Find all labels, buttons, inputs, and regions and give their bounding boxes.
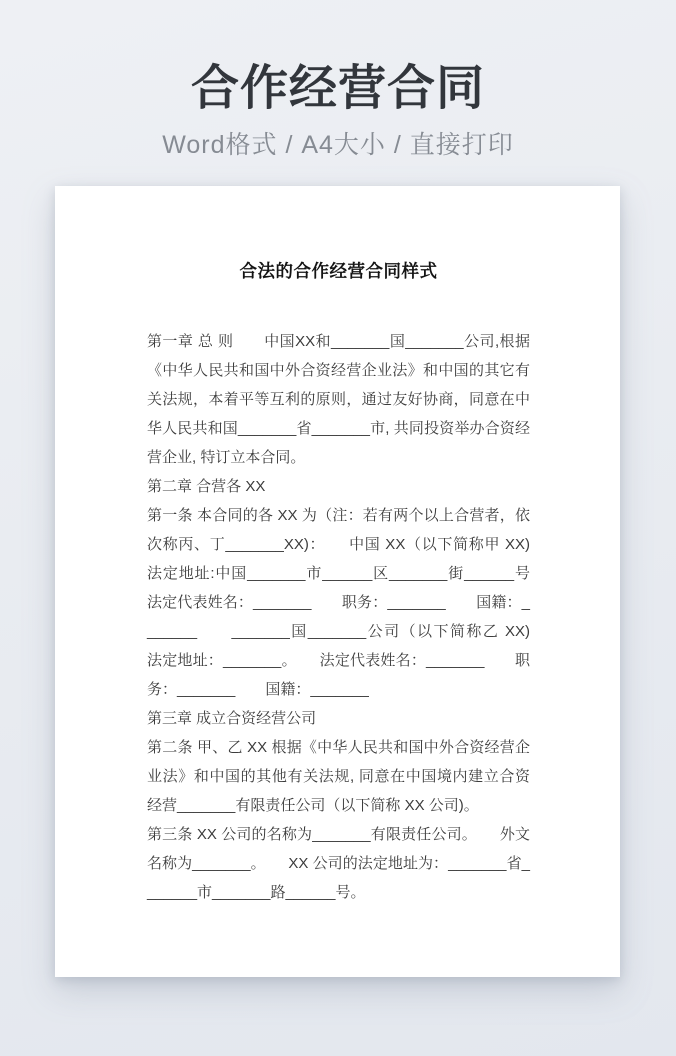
- header: [0, 64, 676, 161]
- document-body: [147, 327, 561, 907]
- poster-title: 合作经营合同: [190, 62, 485, 115]
- paragraph-chapter2-heading: 第二章 合营各 XX: [147, 478, 266, 495]
- paragraph-chapter3-heading: 第三章 成立合资经营公司: [147, 710, 317, 727]
- document-page: [55, 186, 620, 977]
- document-title: 合法的合作经营合同样式: [239, 261, 438, 281]
- paragraph-chapter1: 第一章 总 则 中国XX和_______国_______公司,根据《中华人民共和国中外合资经营企业法》和中国的其它有关法规，本着平等互利的原则，通过友好协商，同意在中华人民共和国_______省_______市, 共同投资举办合资经营企业, 特订立本合同。: [147, 333, 530, 466]
- paragraph-article1: 第一条 本合同的各 XX 为（注：若有两个以上合营者，依次称丙、丁_______XX)： 中国 XX（以下简称甲 XX) 法定地址:中国_______市______区_______街______号 法定代表姓名：_______ 职务：_______ 国籍：_______ _______国_______公司（以下简称乙 XX) 法定地址：_______。 法定代表姓名：_______ 职务：_______ 国籍：_______: [147, 507, 561, 698]
- paragraph-article3: 第三条 XX 公司的名称为_______有限责任公司。 外文名称为_______。 XX 公司的法定地址为：_______省_______市_______路______号。: [147, 826, 530, 901]
- poster-subtitle: Word格式 / A4大小 / 直接打印: [162, 131, 514, 160]
- paragraph-article2: 第二条 甲、乙 XX 根据《中华人民共和国中外合资经营企业法》和中国的其他有关法规, 同意在中国境内建立合资经营_______有限责任公司（以下简称 XX 公司)。: [147, 739, 530, 814]
